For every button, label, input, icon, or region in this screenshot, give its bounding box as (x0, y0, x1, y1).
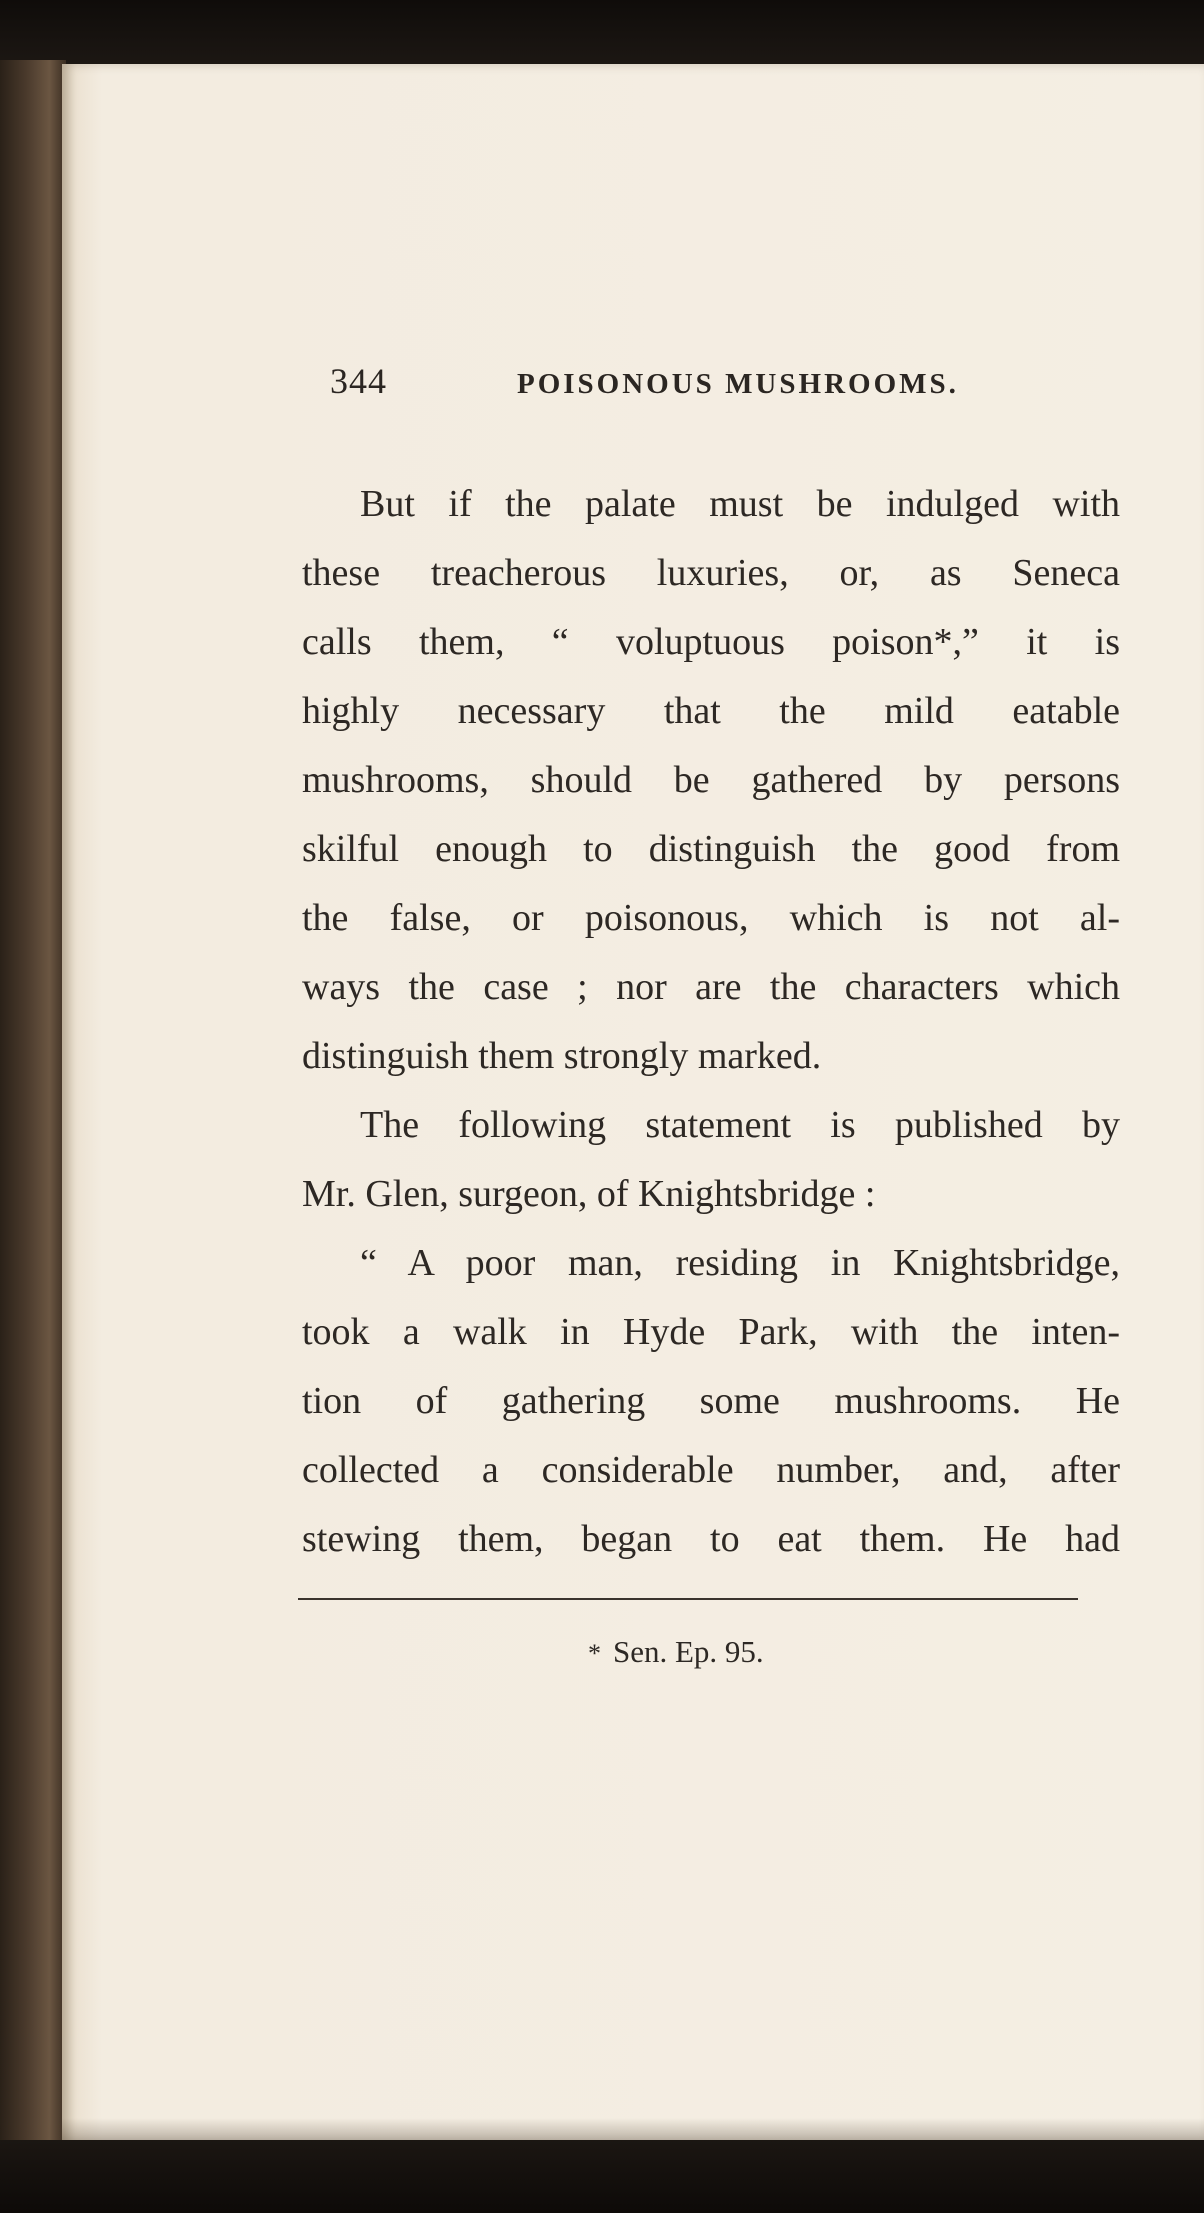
text-line: mushrooms, should be gathered by persons (302, 759, 1120, 801)
book-spine-edge (0, 60, 66, 2145)
text-line: distinguish them strongly marked. (302, 1035, 822, 1077)
footnote-rule (298, 1598, 1078, 1600)
text-line: collected a considerable number, and, after (302, 1449, 1120, 1491)
bottom-background (0, 2140, 1204, 2213)
text-line: Mr. Glen, surgeon, of Knightsbridge : (302, 1173, 876, 1215)
text-line: these treacherous luxuries, or, as Seneca (302, 552, 1120, 594)
text-line: calls them, “ voluptuous poison*,” it is (302, 621, 1120, 663)
text-line: tion of gathering some mushrooms. He (302, 1380, 1120, 1422)
running-title: POISONOUS MUSHROOMS. (517, 368, 959, 400)
footnote-text: Sen. Ep. 95. (613, 1634, 764, 1669)
text-line: ways the case ; nor are the characters which (302, 966, 1120, 1008)
top-background (0, 0, 1204, 64)
text-line: highly necessary that the mild eatable (302, 690, 1120, 732)
text-line: The following statement is published by (360, 1104, 1120, 1146)
footnote-mark: * (588, 1639, 601, 1668)
text-line: took a walk in Hyde Park, with the inten- (302, 1311, 1120, 1353)
text-line: stewing them, began to eat them. He had (302, 1518, 1120, 1560)
text-line: the false, or poisonous, which is not al- (302, 897, 1120, 939)
text-line: But if the palate must be indulged with (360, 483, 1120, 525)
page-header (330, 360, 1090, 410)
footnote (588, 1634, 764, 1670)
text-line: skilful enough to distinguish the good from (302, 828, 1120, 870)
body-text (302, 470, 1120, 1574)
text-line: “ A poor man, residing in Knightsbridge, (360, 1242, 1120, 1284)
page-number: 344 (330, 361, 387, 401)
